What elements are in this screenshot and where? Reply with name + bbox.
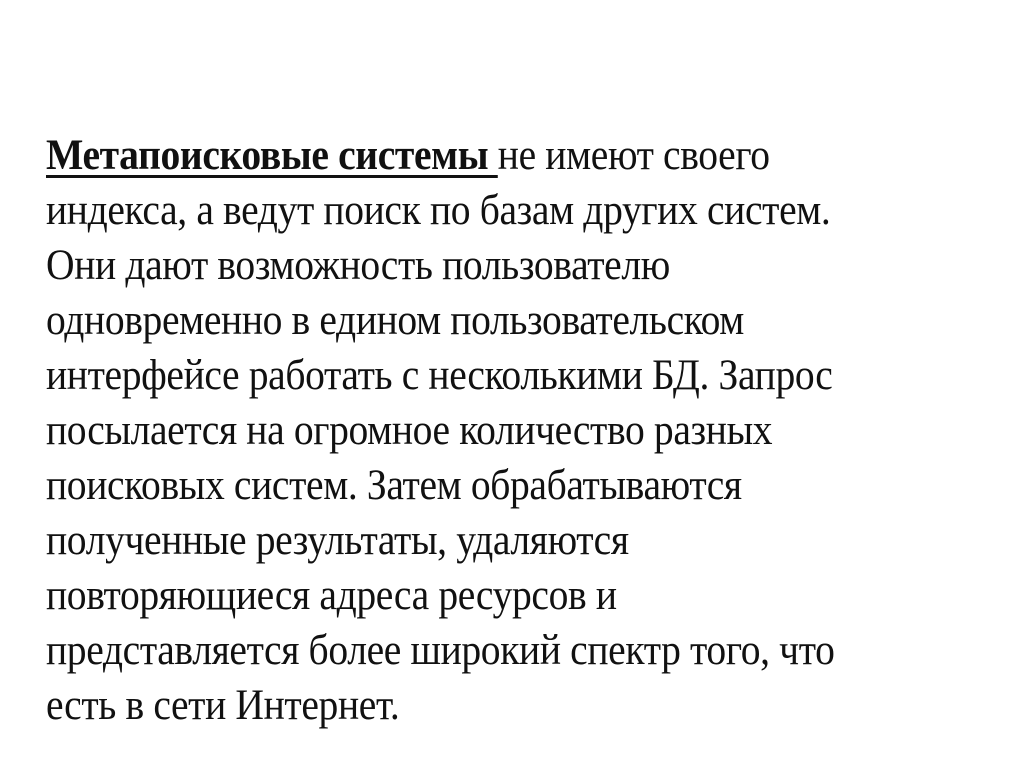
text-line: индекса, а ведут поиск по базам других систем. (46, 187, 831, 234)
text-line: полученные результаты, удаляются (46, 517, 629, 564)
text-line: поисковых систем. Затем обрабатываются (46, 462, 742, 509)
slide-text-block (46, 128, 920, 733)
text-line: интерфейсе работать с несколькими БД. Запрос (46, 352, 833, 399)
text-line: посылается на огромное количество разных (46, 407, 773, 454)
text-line: одновременно в едином пользовательском (46, 297, 744, 344)
text-line: Они дают возможность пользователю (46, 242, 670, 289)
text-line-content: не имеют своего (497, 132, 770, 179)
text-line: представляется более широкий спектр того, что (46, 627, 835, 674)
text-line: есть в сети Интернет. (46, 682, 400, 729)
text-line (46, 128, 920, 183)
term-heading: Метапоисковые системы (46, 132, 498, 179)
text-line: повторяющиеся адреса ресурсов и (46, 572, 617, 619)
